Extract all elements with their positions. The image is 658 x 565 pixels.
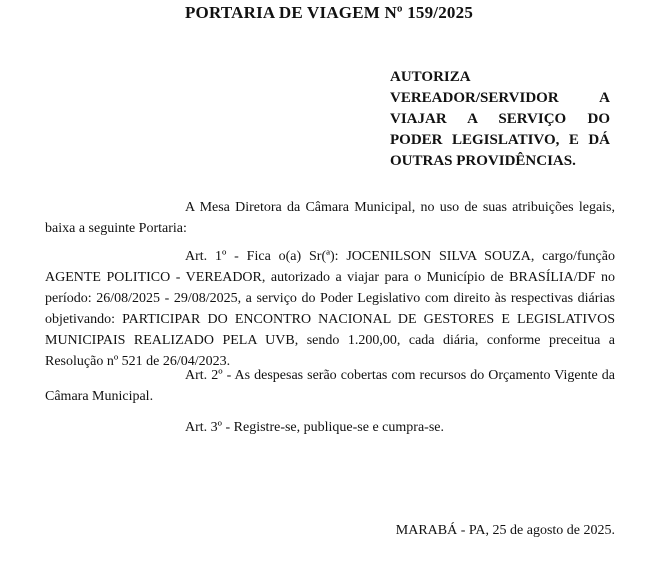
place-date-line: MARABÁ - PA, 25 de agosto de 2025. bbox=[395, 523, 615, 538]
document-title: PORTARIA DE VIAGEM Nº 159/2025 bbox=[184, 3, 474, 22]
article-1-paragraph: Art. 1º - Fica o(a) Sr(ª): JOCENILSON SILVA SOUZA, cargo/função AGENTE POLITICO - VEREADOR, autorizado a viajar para o Município de BRASÍLIA/DF no período: 26/08/2025 - 29/08/2025, a serviço do Poder Legislativo com direito às respectivas diárias objetivando: PARTICIPAR DO ENCONTRO NACIONAL DE GESTORES E LEGISLATIVOS MUNICIPAIS REALIZADO PELA UVB, sendo 1.200,00, cada diária, conforme preceitua a Resolução nº 521 de 26/04/2023. bbox=[45, 249, 615, 369]
preamble-paragraph: A Mesa Diretora da Câmara Municipal, no uso de suas atribuições legais, baixa a seguinte Portaria: bbox=[45, 200, 615, 236]
article-2-paragraph: Art. 2º - As despesas serão cobertas com recursos do Orçamento Vigente da Câmara Municipal. bbox=[45, 368, 615, 404]
summary-ementa-block: AUTORIZA VEREADOR/SERVIDOR A VIAJAR A SERVIÇO DO PODER LEGISLATIVO, E DÁ OUTRAS PROVIDÊNCIAS. bbox=[390, 69, 610, 169]
article-3-paragraph: Art. 3º - Registre-se, publique-se e cumpra-se. bbox=[185, 420, 444, 435]
